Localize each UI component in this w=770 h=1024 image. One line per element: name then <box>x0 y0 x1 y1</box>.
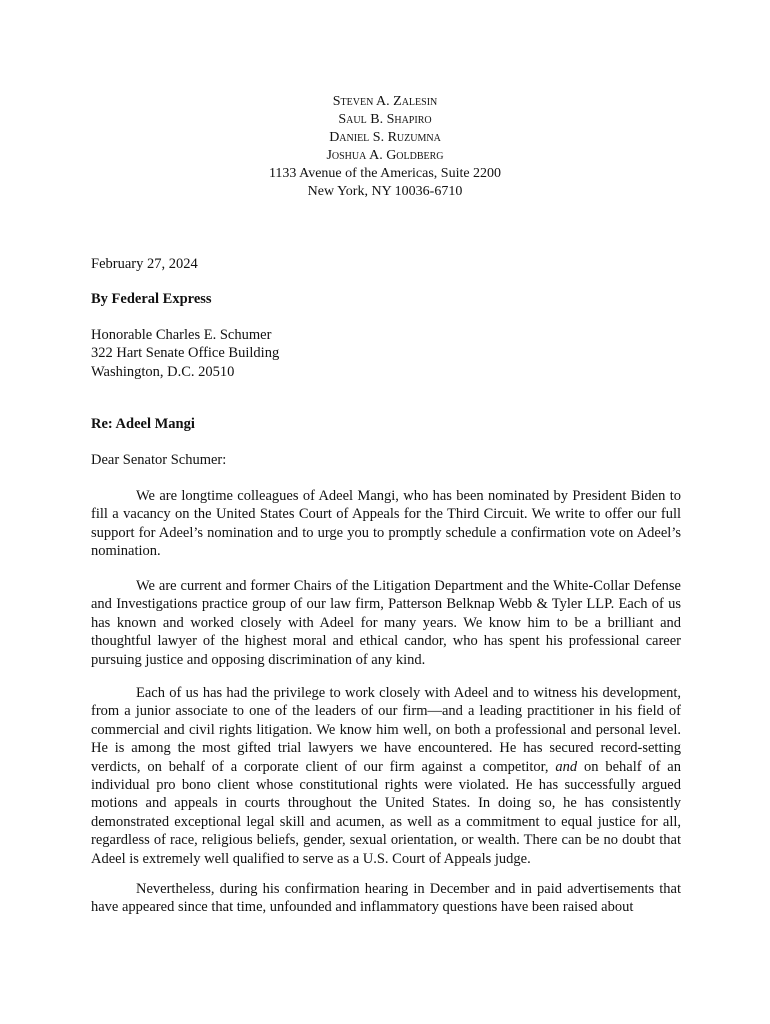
salutation: Dear Senator Schumer: <box>91 452 227 468</box>
letterhead-address-line1: 1133 Avenue of the Americas, Suite 2200 <box>268 166 502 181</box>
body-paragraph-2: We are current and former Chairs of the Litigation Department and the White-Collar Defense and Investigations practice group of our law firm, Patterson Belknap Webb & Tyler LLP. Each of us has known and worked closely with Adeel for many years. We know him to be a brilliant and thoughtful lawyer of the highest moral and ethical candor, who has spent his professional career pursuing justice and opposing discrimination of any kind. <box>91 578 681 668</box>
re-line: Re: Adeel Mangi <box>91 416 195 432</box>
recipient-name: Honorable Charles E. Schumer <box>91 327 272 343</box>
body-paragraph-4: Nevertheless, during his confirmation hearing in December and in paid advertisements that have appeared since that time, unfounded and inflammatory questions have been raised about <box>91 881 681 916</box>
body-paragraph-3 <box>91 684 681 868</box>
body-paragraph-1: We are longtime colleagues of Adeel Mangi, who has been nominated by President Biden to fill a vacancy on the United States Court of Appeals for the Third Circuit. We write to offer our full support for Adeel’s nomination and to urge you to promptly schedule a confirmation vote on Adeel’s nomination. <box>91 488 681 560</box>
paragraph-text: Each of us has had the privilege to work closely with Adeel and to witness his development, from a junior associate to one of the leaders of our firm—and a leading practitioner in his field of commercial and civil rights litigation. We know him well, on both a professional and personal level. He is among the most gifted trial lawyers we have encountered. He has secured record-setting verdicts, on behalf of a corporate client of our firm against a competitor, <box>91 685 681 775</box>
letterhead-name: Steven A. Zalesin <box>332 94 438 109</box>
letter-date: February 27, 2024 <box>91 256 198 272</box>
letterhead <box>0 93 770 201</box>
recipient-city: Washington, D.C. 20510 <box>91 363 235 380</box>
letterhead-name: Daniel S. Ruzumna <box>329 130 441 145</box>
letterhead-name: Saul B. Shapiro <box>338 112 432 127</box>
recipient-address <box>91 326 681 381</box>
emphasis-text: and <box>555 758 578 775</box>
letterhead-address-line2: New York, NY 10036-6710 <box>307 184 463 199</box>
recipient-building: 322 Hart Senate Office Building <box>91 345 280 362</box>
delivery-method: By Federal Express <box>91 291 212 307</box>
letterhead-name: Joshua A. Goldberg <box>326 148 444 163</box>
paragraph-text: on behalf of an individual pro bono client whose constitutional rights were violated. He has successfully argued motions and appeals in courts throughout the United States. In doing so, he has consistently demonstrated exceptional legal skill and acumen, as well as a commitment to equal justice for all, regardless of race, religious beliefs, gender, sexual orientation, or wealth. There can be no doubt that Adeel is extremely well qualified to serve as a U.S. Court of Appeals judge. <box>91 758 681 867</box>
